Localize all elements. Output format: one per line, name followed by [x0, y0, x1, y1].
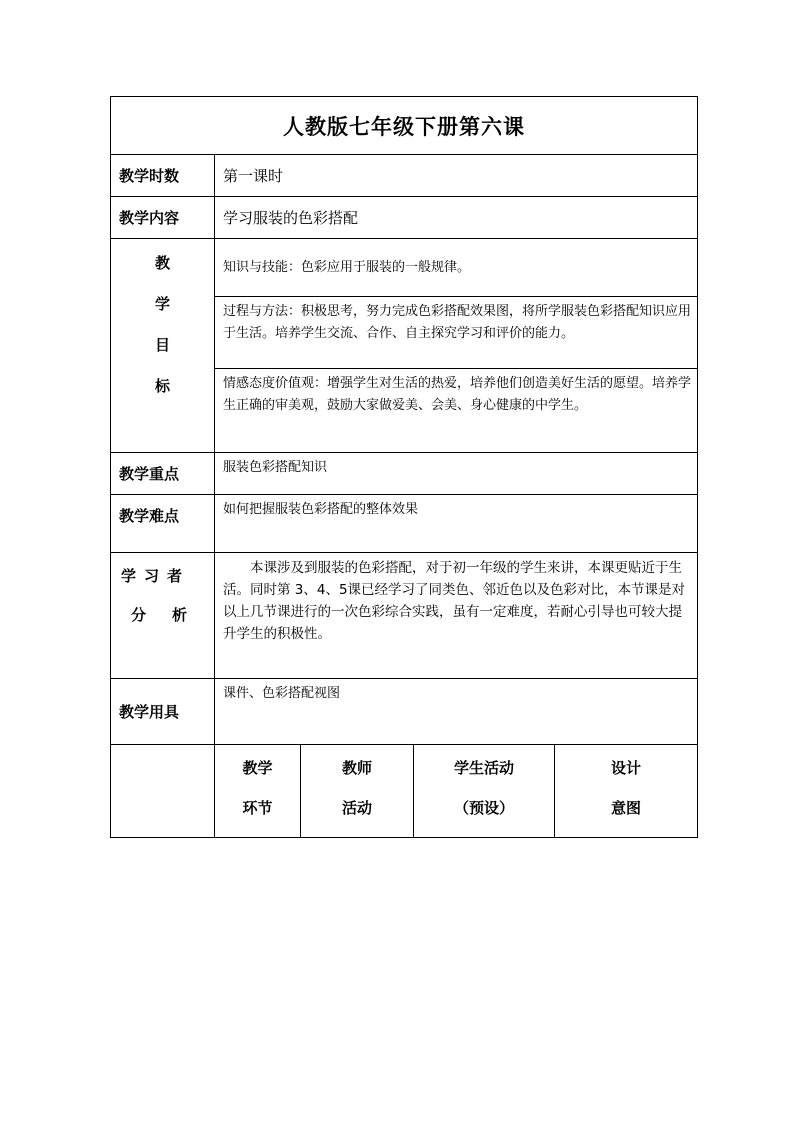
objectives-label-char: 学: [154, 295, 170, 313]
objective-emotion: 情感态度价值观：增强学生对生活的热爱，培养他们创造美好生活的愿望。培养学生正确的审美观，鼓励大家做爱美、会美、身心健康的中学生。: [215, 369, 698, 453]
learner-row: [111, 553, 698, 679]
header-stage-line1: 教学: [242, 759, 273, 777]
process-header-row: [111, 745, 698, 838]
key-point-row: [111, 453, 698, 495]
objectives-row: [111, 239, 698, 297]
tools-row: [111, 679, 698, 745]
header-student: [414, 745, 555, 838]
difficulty-label: 教学难点: [111, 495, 215, 553]
content-value: 学习服装的色彩搭配: [215, 197, 698, 239]
empty-cell: [111, 745, 215, 838]
objective-process: 过程与方法：积极思考，努力完成色彩搭配效果图，将所学服装色彩搭配知识应用于生活。培养学生交流、合作、自主探究学习和评价的能力。: [215, 297, 698, 369]
objectives-label-char: 目: [154, 336, 170, 354]
period-row: [111, 155, 698, 197]
learner-label: [111, 553, 215, 679]
objectives-label-char: 教: [154, 254, 170, 272]
tools-label: 教学用具: [111, 679, 215, 745]
objectives-label-char: 标: [154, 377, 170, 395]
key-point-value: 服装色彩搭配知识: [215, 453, 698, 495]
header-intent-line1: 设计: [611, 759, 642, 777]
header-teacher-line1: 教师: [341, 759, 372, 777]
learner-analysis: 本课涉及到服装的色彩搭配，对于初一年级的学生来讲，本课更贴近于生活。同时第 3、4、5课已经学习了同类色、邻近色以及色彩对比，本节课是对以上几节课进行的一次色彩综合实践，虽有一定难度，若耐心引导也可较大提升学生的积极性。: [215, 553, 698, 679]
header-intent-line2: 意图: [611, 799, 642, 817]
content-label: 教学内容: [111, 197, 215, 239]
tools-value: 课件、色彩搭配视图: [215, 679, 698, 745]
learner-label-line1: 学习者: [121, 567, 191, 585]
header-student-line2: （预设）: [453, 799, 514, 817]
difficulty-row: [111, 495, 698, 553]
page-title: 人教版七年级下册第六课: [111, 97, 698, 155]
content-row: [111, 197, 698, 239]
period-value: 第一课时: [215, 155, 698, 197]
title-row: [111, 97, 698, 155]
header-stage-line2: 环节: [242, 799, 273, 817]
header-teacher: [301, 745, 414, 838]
lesson-plan-table: [110, 96, 698, 838]
difficulty-value: 如何把握服装色彩搭配的整体效果: [215, 495, 698, 553]
objectives-label: [111, 239, 215, 453]
header-intent: [555, 745, 698, 838]
header-teacher-line2: 活动: [341, 799, 372, 817]
learner-label-line2: 分析: [131, 606, 214, 624]
period-label: 教学时数: [111, 155, 215, 197]
header-student-line1: 学生活动: [453, 759, 514, 777]
objective-knowledge: 知识与技能：色彩应用于服装的一般规律。: [215, 239, 698, 297]
key-point-label: 教学重点: [111, 453, 215, 495]
header-stage: [215, 745, 301, 838]
